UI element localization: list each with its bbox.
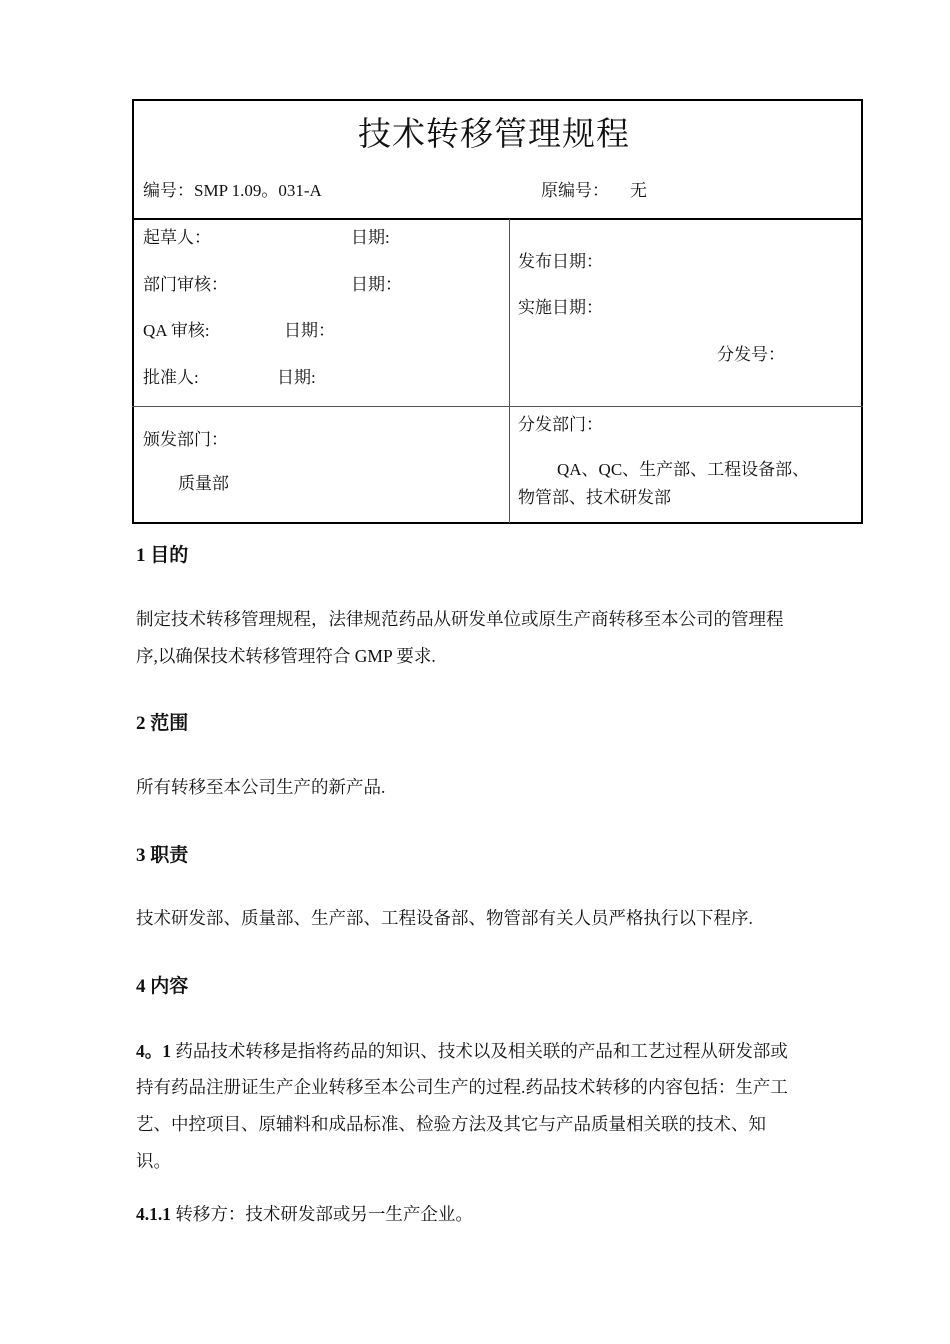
document-title: 技术转移管理规程 bbox=[358, 117, 630, 153]
section-3-heading: 3 职责 bbox=[136, 845, 189, 866]
approver-label: 批准人: bbox=[143, 368, 199, 387]
drafter-label: 起草人： bbox=[143, 228, 211, 247]
issuing-dept-value: 质量部 bbox=[178, 474, 229, 493]
dist-number-label: 分发号： bbox=[717, 345, 785, 364]
section-4-1-text: 药品技术转移是指将药品的知识、技术以及相关联的产品和工艺过程从研发部或 bbox=[171, 1041, 788, 1061]
approver-date-label: 日期: bbox=[277, 368, 316, 387]
section-3-text: 技术研发部、质量部、生产部、工程设备部、物管部有关人员严格执行以下程序. bbox=[136, 908, 753, 928]
qa-review-date-label: 日期： bbox=[284, 321, 335, 340]
dist-dept-line2: 物管部、技术研发部 bbox=[518, 488, 671, 507]
dept-review-label: 部门审核： bbox=[143, 275, 228, 294]
dist-dept-line1: QA、QC、生产部、工程设备部、 bbox=[557, 460, 810, 479]
drafter-date-label: 日期: bbox=[351, 228, 390, 247]
section-2-text: 所有转移至本公司生产的新产品. bbox=[136, 777, 386, 797]
section-1-heading: 1 目的 bbox=[136, 545, 189, 566]
section-4-1-line-4: 识。 bbox=[136, 1151, 171, 1171]
orig-number-label: 原编号： bbox=[541, 181, 609, 200]
dept-review-date-label: 日期： bbox=[351, 275, 402, 294]
effective-date-label: 实施日期： bbox=[518, 298, 603, 317]
section-2-heading: 2 范围 bbox=[136, 713, 189, 734]
section-4-1-1-line bbox=[136, 1196, 473, 1232]
issue-date-label: 发布日期： bbox=[518, 252, 603, 271]
section-4-1-line-1 bbox=[136, 1033, 788, 1069]
section-1-line-1: 制定技术转移管理规程，法律规范药品从研发单位或原生产商转移至本公司的管理程 bbox=[136, 609, 784, 629]
header-divider-lower bbox=[132, 406, 863, 407]
issuing-dept-label: 颁发部门： bbox=[143, 430, 228, 449]
section-4-1-line-2: 持有药品注册证生产企业转移至本公司生产的过程.药品技术转移的内容包括：生产工 bbox=[136, 1077, 788, 1097]
orig-number-value: 无 bbox=[630, 181, 647, 200]
header-divider-vertical bbox=[509, 219, 510, 523]
section-4-1-1-text: 转移方：技术研发部或另一生产企业。 bbox=[171, 1204, 473, 1224]
dist-dept-label: 分发部门： bbox=[518, 415, 603, 434]
section-4-1-1-number: 4.1.1 bbox=[136, 1204, 171, 1224]
section-4-1-number: 4。1 bbox=[136, 1041, 171, 1061]
qa-review-label: QA 审核: bbox=[143, 321, 210, 340]
section-4-1-line-3: 艺、中控项目、原辅料和成品标准、检验方法及其它与产品质量相关联的技术、知 bbox=[136, 1114, 766, 1134]
section-4-heading: 4 内容 bbox=[136, 976, 189, 997]
header-divider-main bbox=[132, 218, 863, 220]
section-1-line-2: 序,以确保技术转移管理符合 GMP 要求. bbox=[136, 646, 436, 666]
doc-number: 编号：SMP 1.09。031-A bbox=[143, 181, 322, 200]
